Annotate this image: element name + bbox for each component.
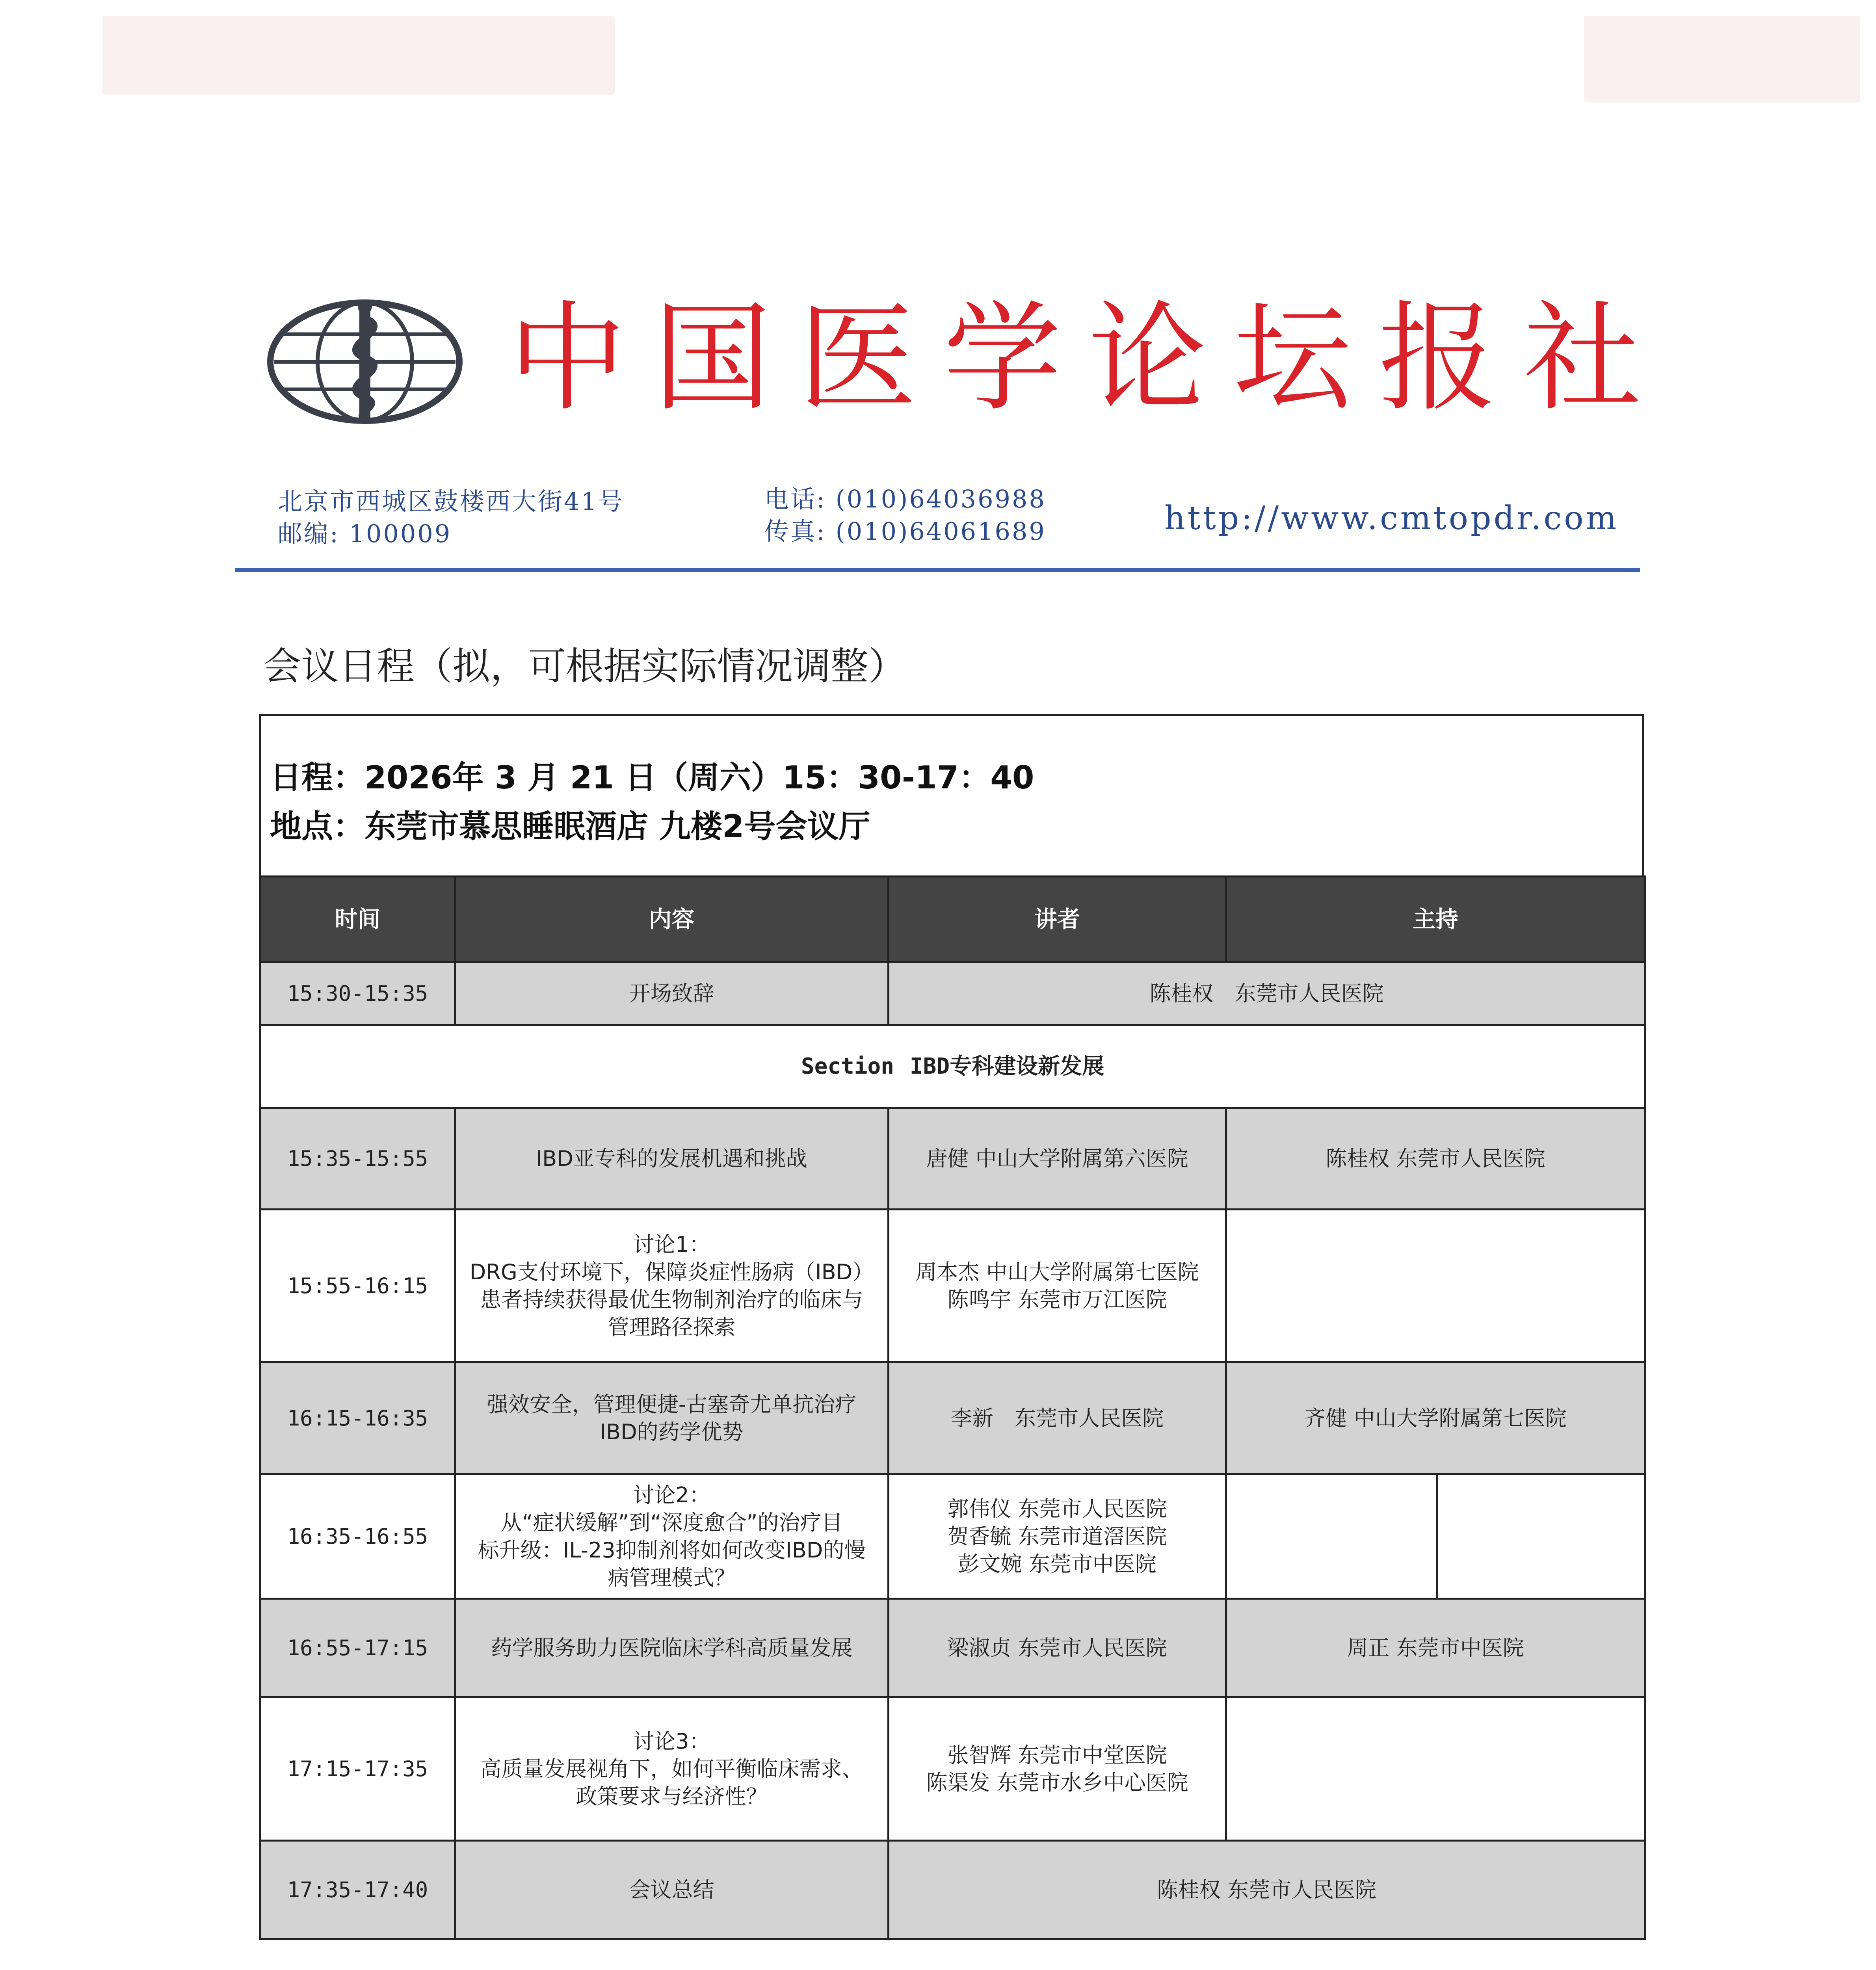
host-cell: 齐健 中山大学附属第七医院 <box>1226 1362 1645 1474</box>
topic-line: 药学服务助力医院临床学科高质量发展 <box>491 1635 853 1660</box>
host-cell: 周正 东莞市中医院 <box>1226 1599 1645 1697</box>
speaker-cell <box>889 1697 1226 1841</box>
speaker-line: 陈桂权 东莞市人民医院 <box>1149 981 1384 1006</box>
table-row <box>260 1841 1645 1939</box>
meeting-date: 日程：2026年 3 月 21 日（周六）15：30-17：40 <box>270 759 1034 796</box>
time-cell: 15:30-15:35 <box>260 962 455 1025</box>
section-cell <box>260 1025 1645 1108</box>
table-row <box>260 962 1645 1025</box>
meeting-info-box <box>259 714 1644 875</box>
host-cell <box>1226 1697 1645 1841</box>
time-cell: 17:15-17:35 <box>260 1697 455 1841</box>
topic-line: 管理路径探索 <box>608 1314 736 1340</box>
section-row <box>260 1025 1645 1108</box>
time-cell: 16:15-16:35 <box>260 1362 455 1474</box>
page-title: 会议日程（拟，可根据实际情况调整） <box>263 644 906 688</box>
topic-line: 标升级：IL-23抑制剂将如何改变IBD的慢 <box>478 1537 866 1563</box>
speaker-line: 彭文婉 东莞市中医院 <box>958 1551 1156 1576</box>
speaker-line: 唐健 中山大学附属第六医院 <box>926 1146 1188 1171</box>
topic-cell <box>455 1474 889 1599</box>
table-row <box>260 1210 1645 1362</box>
address-block <box>278 485 624 550</box>
speaker-cell <box>889 1474 1226 1599</box>
meeting-venue: 地点：东莞市慕思睡眠酒店 九楼2号会议厅 <box>270 808 870 845</box>
phone-block <box>764 483 1046 548</box>
topic-line: 高质量发展视角下，如何平衡临床需求、 <box>480 1756 863 1781</box>
table-header-row <box>260 877 1645 962</box>
time-cell: 16:55-17:15 <box>260 1599 455 1697</box>
host-cell: 陈桂权 东莞市人民医院 <box>1226 1108 1645 1210</box>
topic-line: 病管理模式？ <box>608 1565 736 1590</box>
speaker-cell <box>889 962 1645 1025</box>
topic-cell <box>455 1362 889 1474</box>
speaker-cell <box>889 1362 1226 1474</box>
topic-cell <box>455 1697 889 1841</box>
speaker-line: 陈桂权 东莞市人民医院 <box>1156 1877 1377 1902</box>
website-url[interactable]: http://www.cmtopdr.com <box>1164 500 1619 537</box>
topic-line: 从“症状缓解”到“深度愈合”的治疗目 <box>500 1510 843 1535</box>
header-time: 时间 <box>260 877 455 962</box>
host-cell-left <box>1226 1474 1437 1599</box>
table-row <box>260 1697 1645 1841</box>
topic-line: IBD的药学优势 <box>600 1419 744 1444</box>
phone: 电话: (010)64036988 <box>764 485 1046 513</box>
table-row <box>260 1474 1645 1599</box>
speaker-cell <box>889 1108 1226 1210</box>
speaker-line: 梁淑贞 东莞市人民医院 <box>947 1635 1167 1660</box>
header-speaker: 讲者 <box>889 877 1226 962</box>
postcode: 邮编: 100009 <box>278 519 452 548</box>
topic-cell <box>455 1841 889 1939</box>
speaker-line: 张智辉 东莞市中堂医院 <box>947 1742 1167 1767</box>
speaker-cell <box>889 1841 1645 1939</box>
topic-line: 开场致辞 <box>629 981 714 1006</box>
table-row <box>260 1599 1645 1697</box>
topic-cell <box>455 1108 889 1210</box>
topic-line: IBD亚专科的发展机遇和挑战 <box>536 1146 807 1171</box>
speaker-line: 李新 东莞市人民医院 <box>951 1405 1164 1431</box>
scan-mark-right <box>1584 16 1860 102</box>
topic-cell <box>455 1599 889 1697</box>
topic-cell <box>455 962 889 1025</box>
topic-line: 政策要求与经济性？ <box>576 1784 768 1809</box>
time-cell: 17:35-17:40 <box>260 1841 455 1939</box>
topic-line: 会议总结 <box>629 1877 714 1902</box>
schedule-table <box>259 875 1646 1940</box>
speaker-line: 周本杰 中山大学附属第七医院 <box>915 1259 1199 1284</box>
speaker-line: 陈鸣宇 东莞市万江医院 <box>947 1287 1167 1312</box>
time-cell: 16:35-16:55 <box>260 1474 455 1599</box>
topic-line: 患者持续获得最优生物制剂治疗的临床与 <box>480 1287 863 1312</box>
topic-line: 讨论1： <box>633 1232 710 1257</box>
section-label: Section <box>801 1053 894 1079</box>
topic-cell <box>455 1210 889 1362</box>
header-divider <box>235 568 1640 572</box>
topic-line: 讨论2： <box>633 1482 710 1507</box>
time-cell: 15:55-16:15 <box>260 1210 455 1362</box>
address: 北京市西城区鼓楼西大街41号 <box>278 487 624 516</box>
topic-line: DRG支付环境下，保障炎症性肠病（IBD） <box>469 1259 874 1284</box>
host-cell-right <box>1437 1474 1645 1599</box>
header-content: 内容 <box>455 877 889 962</box>
speaker-cell <box>889 1210 1226 1362</box>
topic-line: 讨论3： <box>633 1728 710 1754</box>
time-cell: 15:35-15:55 <box>260 1108 455 1210</box>
scan-mark-left <box>102 16 615 95</box>
table-row <box>260 1362 1645 1474</box>
speaker-line: 郭伟仪 东莞市人民医院 <box>947 1496 1167 1521</box>
speaker-line: 陈渠发 东莞市水乡中心医院 <box>926 1770 1188 1795</box>
header-host: 主持 <box>1226 877 1645 962</box>
section-title: IBD专科建设新发展 <box>909 1053 1104 1079</box>
globe-caduceus-logo <box>266 295 471 429</box>
org-name: 中国医学论坛报社 <box>508 290 1668 427</box>
speaker-cell <box>889 1599 1226 1697</box>
host-cell <box>1226 1210 1645 1362</box>
speaker-line: 贺香毓 东莞市道滘医院 <box>947 1524 1167 1549</box>
table-row <box>260 1108 1645 1210</box>
topic-line: 强效安全，管理便捷-古塞奇尤单抗治疗 <box>487 1392 857 1417</box>
fax: 传真: (010)64061689 <box>764 517 1046 546</box>
